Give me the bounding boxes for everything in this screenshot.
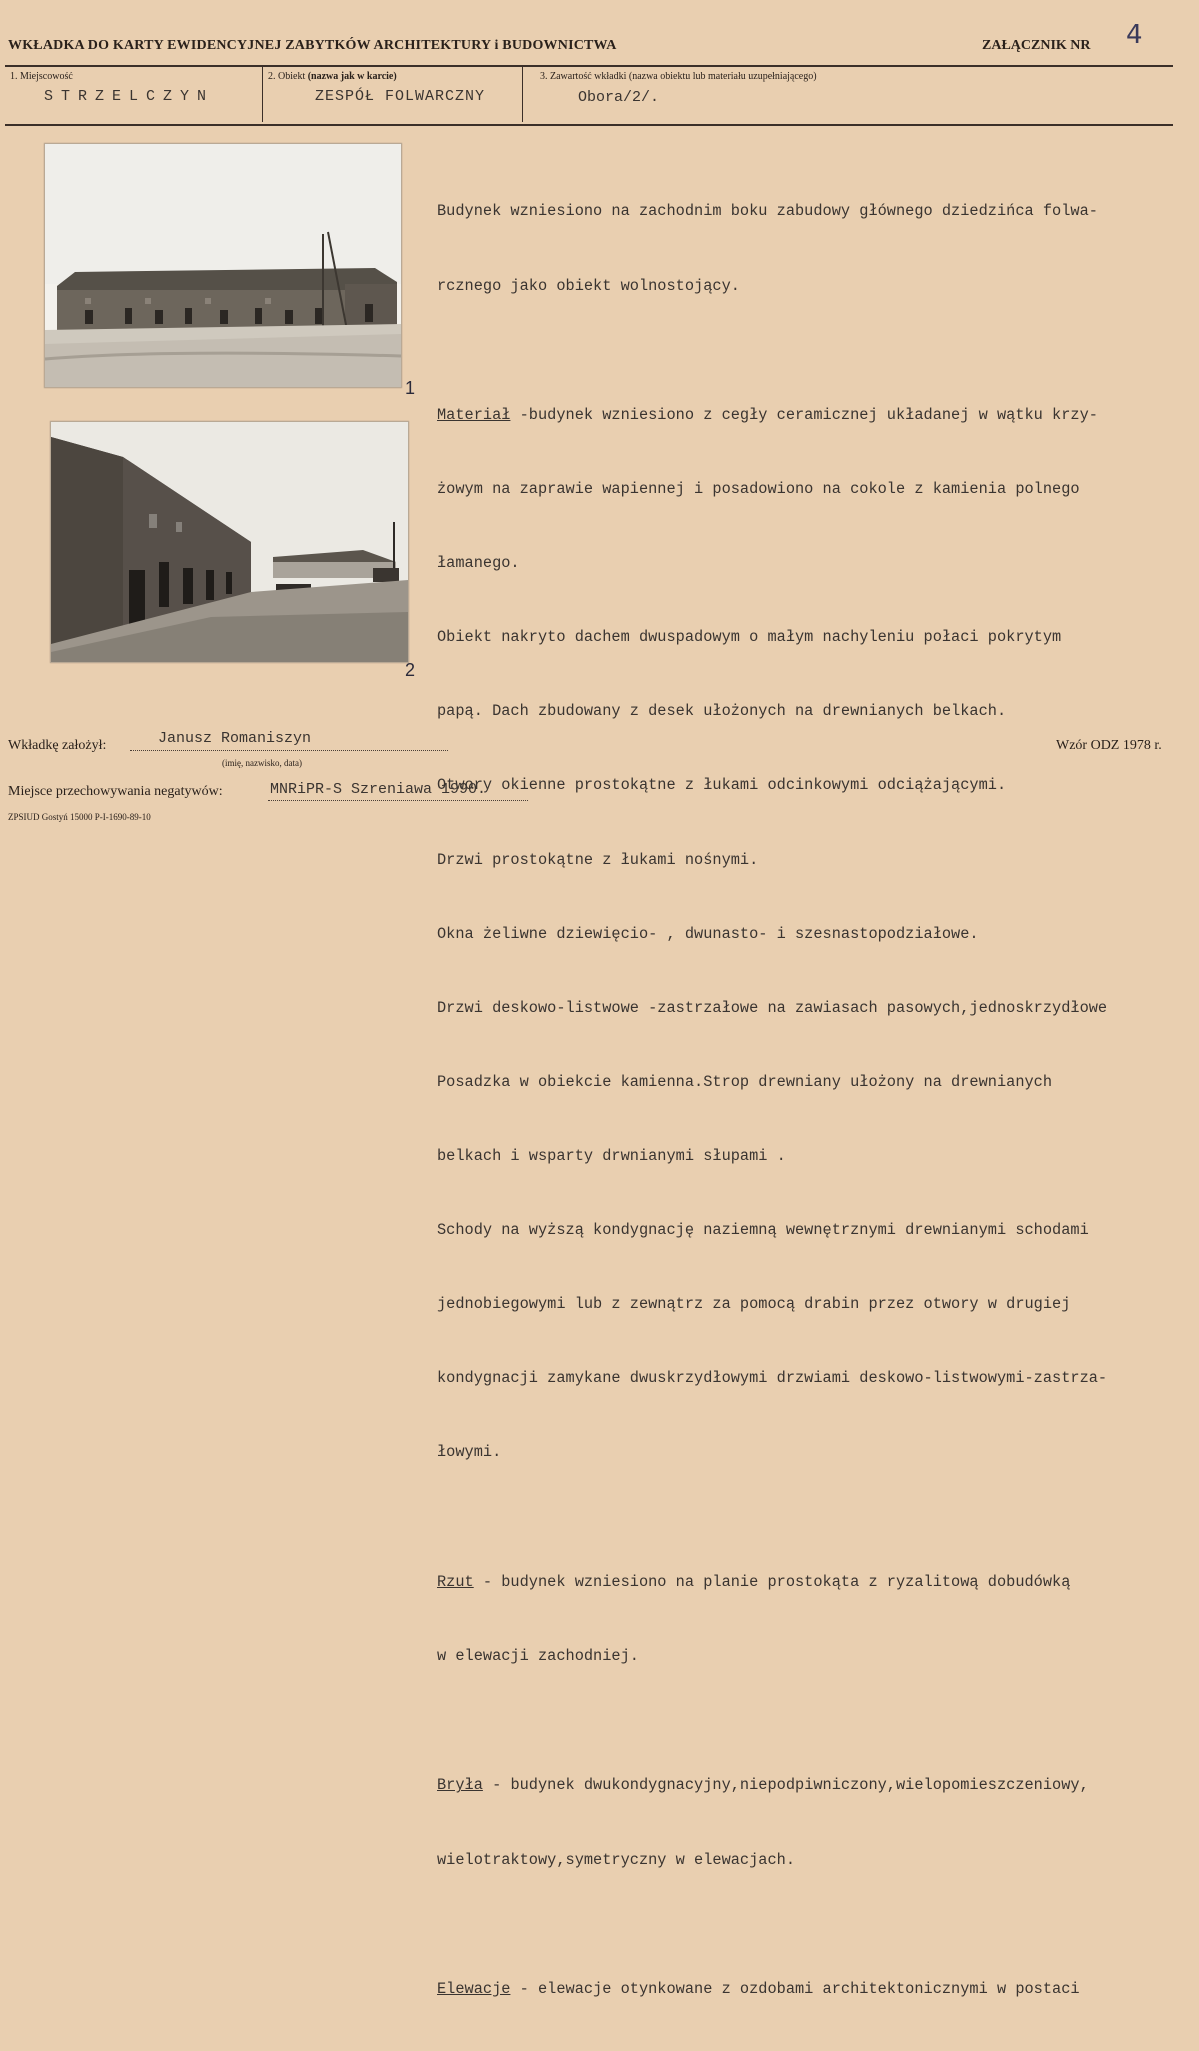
photo-1-number: 1 xyxy=(405,378,416,398)
text-line: Budynek wzniesiono na zachodnim boku zabudowy głównego dziedzińca folwa- xyxy=(437,202,1098,221)
text-line-content: - elewacje otynkowane z ozdobami architektonicznymi w postaci xyxy=(510,1980,1080,1998)
text-line: belkach i wsparty drwnianymi słupami . xyxy=(437,1146,786,1165)
text-line: papą. Dach zbudowany z desek ułożonych na drewnianych belkach. xyxy=(437,702,1007,721)
attachment-label: ZAŁĄCZNIK NR xyxy=(982,38,1091,53)
print-info: ZPSIUD Gostyń 15000 P-I-1690-89-10 xyxy=(8,812,151,822)
text-line: kondygnacji zamykane dwuskrzydłowymi drzwiami deskowo-listwowymi-zastrza- xyxy=(437,1369,1108,1388)
text-line-content: - budynek wzniesiono na planie prostokąta z ryzalitową dobudówką xyxy=(473,1572,1071,1591)
text-line: rcznego jako obiekt wolnostojący. xyxy=(437,276,740,295)
text-line: Otwory okienne prostokątne z łukami odcinkowymi odciążającymi. xyxy=(437,776,1007,795)
photo-barn-side xyxy=(50,421,409,663)
content-value: Obora/2/. xyxy=(578,89,660,106)
text-line: wielotraktowy,symetryczny w elewacjach. xyxy=(437,1850,796,1869)
storage-value: MNRiPR-S Szreniawa 1990. xyxy=(270,781,487,798)
field-divider xyxy=(522,67,523,122)
rzut-heading: Rzut xyxy=(437,1572,474,1591)
text-line xyxy=(437,1977,1187,2002)
storage-underline xyxy=(268,800,528,801)
content-label-prefix: 3. Zawartość wkładki xyxy=(540,71,627,82)
template-label: Wzór ODZ 1978 r. xyxy=(1056,738,1162,753)
locality-label: 1. Miejscowość xyxy=(10,71,73,82)
object-label-suffix: (nazwa jak w karcie) xyxy=(307,71,397,82)
text-line: Schody na wyższą kondygnację naziemną wewnętrznymi drewnianymi schodami xyxy=(437,1221,1089,1240)
text-line: Posadzka w obiekcie kamienna.Strop drewniany ułożony na drewnianych xyxy=(437,1072,1053,1091)
photo-barn-exterior xyxy=(44,143,402,388)
text-line: Okna żeliwne dziewięcio- , dwunasto- i szesnastopodziałowe. xyxy=(437,924,979,943)
text-line: żowym na zaprawie wapiennej i posadowiono na cokole z kamienia polnego xyxy=(437,480,1080,499)
text-line-content: - budynek dwukondygnacyjny,niepodpiwniczony,wielopomieszczeniowy, xyxy=(482,1776,1089,1795)
founded-underline xyxy=(130,750,448,751)
text-line: Drzwi deskowo-listwowe -zastrzałowe na zawiasach pasowych,jednoskrzydłowe xyxy=(437,998,1108,1017)
founded-label: Wkładkę założył: xyxy=(8,738,107,753)
photo-2-image xyxy=(51,422,408,662)
text-line: Drzwi prostokątne z łukami nośnymi. xyxy=(437,850,759,869)
object-value: ZESPÓŁ FOLWARCZNY xyxy=(315,88,486,105)
text-line: łowymi. xyxy=(437,1443,502,1462)
object-label-prefix: 2. Obiekt xyxy=(268,71,306,82)
content-label xyxy=(540,71,817,82)
description-text xyxy=(437,150,1187,2051)
object-label xyxy=(268,71,397,82)
header-rule xyxy=(5,65,1173,67)
elewacje-heading: Elewacje xyxy=(437,1980,511,1998)
text-line: łamanego. xyxy=(437,554,520,573)
attachment-number: 4 xyxy=(1126,20,1143,50)
material-heading: Materiał xyxy=(437,406,511,424)
text-line xyxy=(437,1773,1187,1798)
text-line xyxy=(437,1570,1187,1595)
bryla-heading: Bryła xyxy=(437,1776,483,1795)
field-divider xyxy=(262,67,263,122)
storage-label: Miejsce przechowywania negatywów: xyxy=(8,784,223,799)
photo-1-image xyxy=(45,144,401,387)
locality-value: STRZELCZYN xyxy=(44,88,215,105)
founded-value: Janusz Romaniszyn xyxy=(158,730,312,747)
text-line: jednobiegowymi lub z zewnątrz za pomocą drabin przez otwory w drugiej xyxy=(437,1295,1071,1314)
fields-rule xyxy=(5,124,1173,126)
text-line xyxy=(437,403,1187,428)
form-title: WKŁADKA DO KARTY EWIDENCYJNEJ ZABYTKÓW ARCHITEKTURY i BUDOWNICTWA xyxy=(8,38,617,53)
founded-caption: (imię, nazwisko, data) xyxy=(222,758,302,768)
text-line-content: -budynek wzniesiono z cegły ceramicznej układanej w wątku krzy- xyxy=(510,406,1098,424)
content-label-suffix: (nazwa obiektu lub materiału uzupełniającego) xyxy=(628,71,817,82)
text-line: w elewacji zachodniej. xyxy=(437,1646,639,1665)
photo-2-number: 2 xyxy=(405,660,416,680)
text-line: Obiekt nakryto dachem dwuspadowym o małym nachyleniu połaci pokrytym xyxy=(437,628,1062,647)
